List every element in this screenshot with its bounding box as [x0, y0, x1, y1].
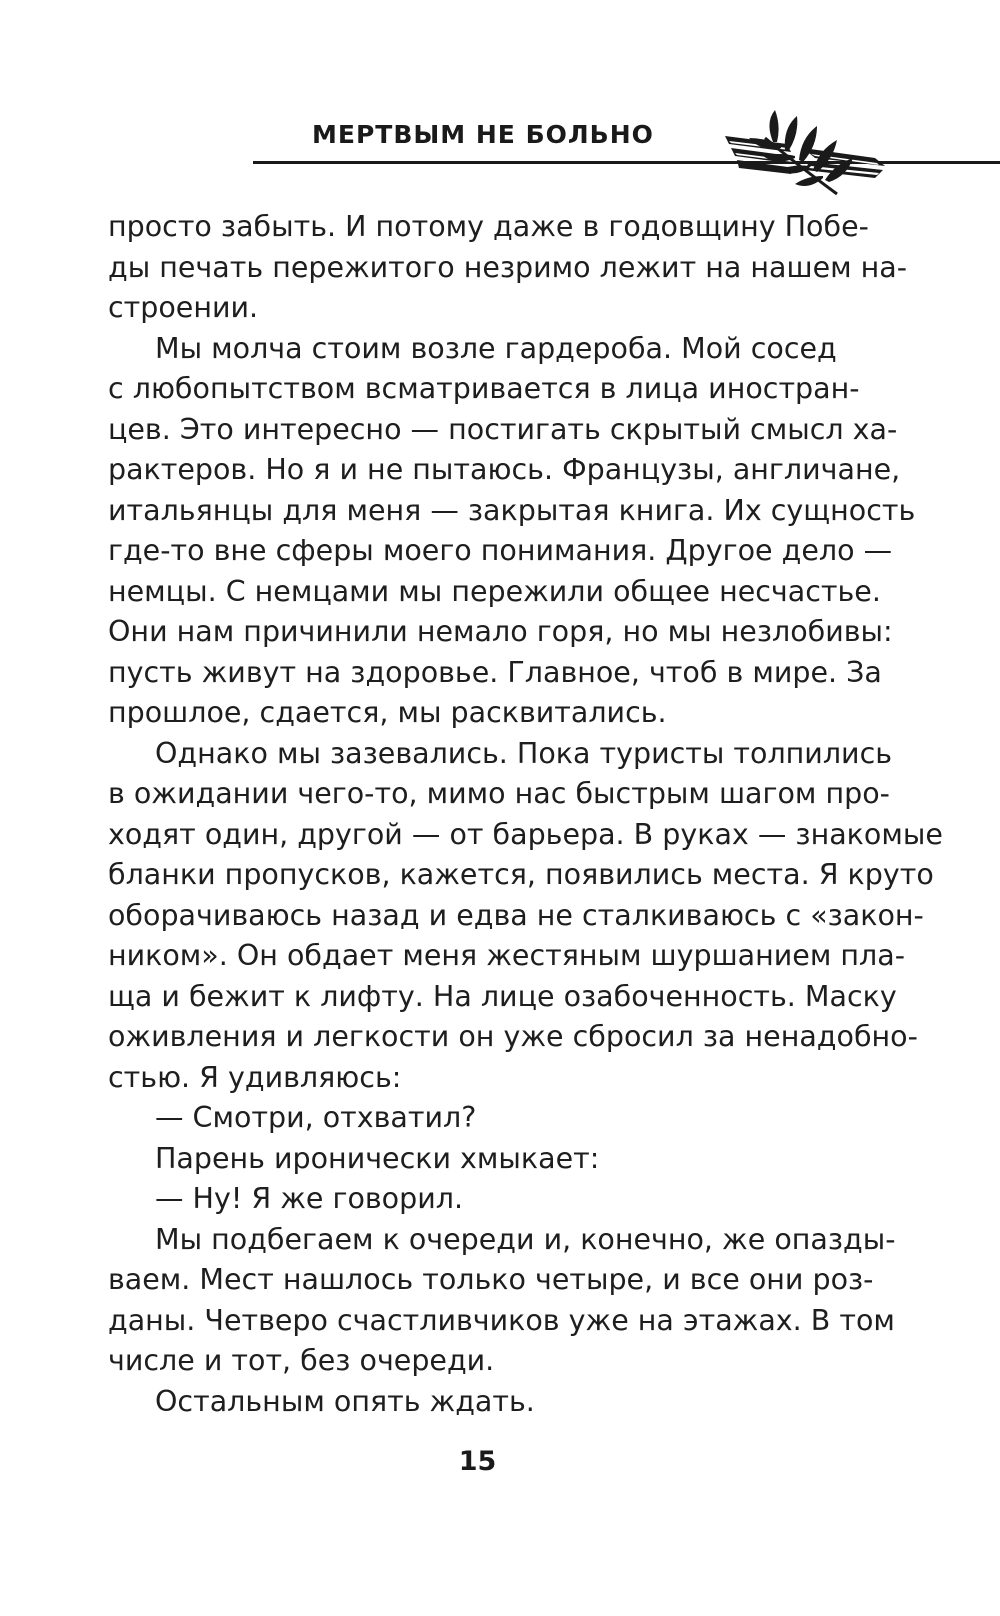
text-line: даны. Четверо счастливчиков уже на этажах. В том — [108, 1303, 895, 1337]
text-line: — Смотри, отхватил? — [155, 1101, 477, 1134]
text-line: рактеров. Но я и не пытаюсь. Французы, англичане, — [108, 453, 901, 486]
text-line: ходят один, другой — от барьера. В руках — знакомые — [108, 817, 943, 851]
text-line: Они нам причинили немало горя, но мы незлобивы: — [108, 615, 893, 648]
text-line: с любопытством всматривается в лица иностран- — [108, 372, 860, 405]
text-line: в ожидании чего-то, мимо нас быстрым шагом про- — [108, 777, 890, 810]
text-line: пусть живут на здоровье. Главное, чтоб в мире. За — [108, 655, 882, 689]
laurel-branch-with-ribbon-icon — [725, 108, 895, 198]
text-line: ваем. Мест нашлось только четыре, и все они роз- — [108, 1263, 874, 1296]
text-line: Мы молча стоим возле гардероба. Мой сосед — [155, 331, 837, 365]
text-line: бланки пропусков, кажется, появились места. Я круто — [108, 858, 934, 891]
text-line: прошлое, сдается, мы расквитались. — [108, 696, 667, 729]
text-line: ща и бежит к лифту. На лице озабоченность. Маску — [108, 979, 897, 1013]
text-line: оборачиваюсь назад и едва не сталкиваюсь с «закон- — [108, 898, 924, 932]
running-header-title: МЕРТВЫМ НЕ БОЛЬНО — [312, 120, 654, 149]
text-line: немцы. С немцами мы пережили общее несчастье. — [108, 574, 881, 608]
text-line: ды печать пережитого незримо лежит на нашем на- — [108, 250, 908, 284]
text-line: строении. — [108, 291, 259, 324]
text-line: ником». Он обдает меня жестяным шуршанием пла- — [108, 939, 905, 972]
text-line: цев. Это интересно — постигать скрытый смысл ха- — [108, 412, 898, 446]
text-line: Однако мы зазевались. Пока туристы толпились — [155, 736, 893, 770]
text-line: просто забыть. И потому даже в годовщину Побе- — [108, 210, 869, 243]
text-line: где-то вне сферы моего понимания. Другое дело — — [108, 534, 893, 567]
text-line: итальянцы для меня — закрытая книга. Их сущность — [108, 493, 916, 527]
running-header — [0, 0, 1000, 200]
text-line: стью. Я удивляюсь: — [108, 1060, 402, 1094]
text-line: Мы подбегаем к очереди и, конечно, же опазды- — [155, 1222, 896, 1256]
text-line: Парень иронически хмыкает: — [155, 1141, 600, 1175]
body-text — [108, 207, 943, 1422]
text-line: оживления и легкости он уже сбросил за ненадобно- — [108, 1020, 918, 1053]
page-number: 15 — [458, 1446, 497, 1477]
text-line: Остальным опять ждать. — [155, 1384, 535, 1418]
text-line: — Ну! Я же говорил. — [155, 1182, 464, 1215]
text-line: числе и тот, без очереди. — [108, 1344, 495, 1377]
